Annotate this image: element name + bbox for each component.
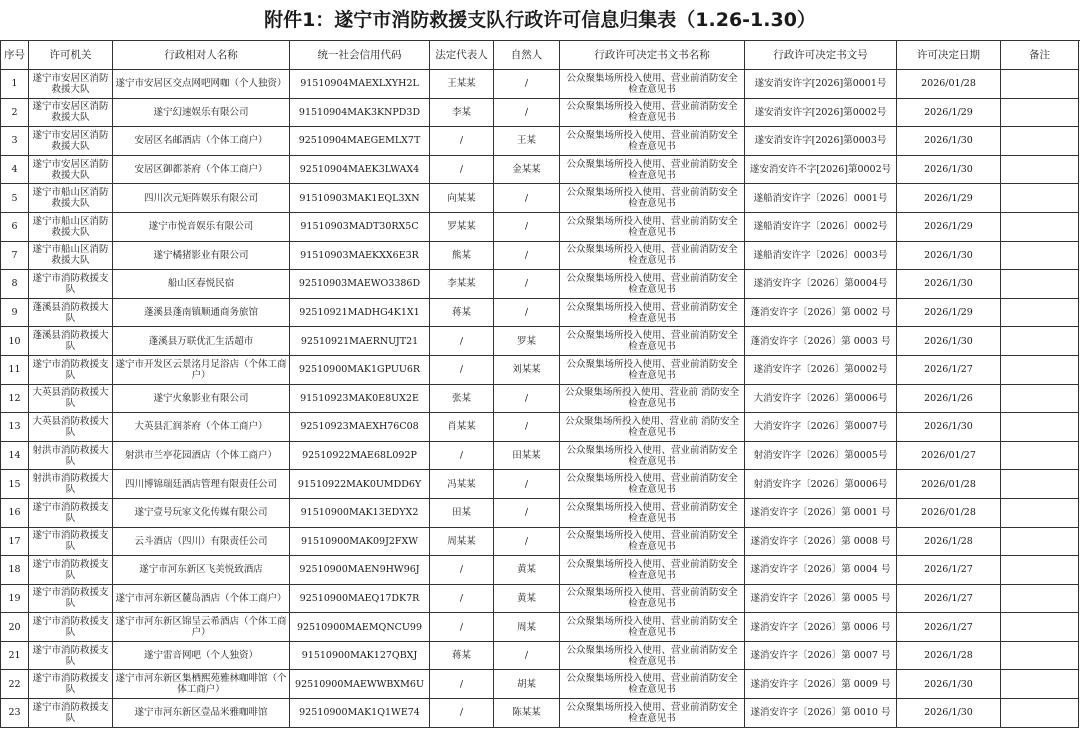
cell-doc-name: 公众聚集场所投入使用、营业前消防安全检查意见书: [560, 70, 745, 99]
cell-credit-code: 92510921MADHG4K1X1: [290, 298, 430, 327]
cell-natural-person: 胡某: [494, 670, 560, 699]
cell-authority: 遂宁市消防救援支队: [29, 527, 113, 556]
cell-counterparty: 四川次元矩阵娱乐有限公司: [113, 184, 290, 213]
cell-note: [1001, 184, 1079, 213]
cell-credit-code: 92510904MAEK3LWAX4: [290, 155, 430, 184]
cell-legal-rep: /: [430, 155, 494, 184]
cell-legal-rep: 李某某: [430, 270, 494, 299]
cell-authority: 蓬溪县消防救援大队: [29, 298, 113, 327]
cell-doc-no: 射消安许字〔2026〕第0005号: [745, 441, 897, 470]
cell-note: [1001, 641, 1079, 670]
cell-doc-name: 公众聚集场所投入使用、营业前消防安全检查意见书: [560, 699, 745, 728]
cell-counterparty: 遂宁市开发区云景洺月足浴店（个体工商户）: [113, 355, 290, 384]
cell-date: 2026/01/27: [897, 441, 1001, 470]
cell-authority: 射洪市消防救援大队: [29, 441, 113, 470]
cell-credit-code: 91510904MAK3KNPD3D: [290, 98, 430, 127]
cell-doc-name: 公众聚集场所投入使用、营业前消防安全检查意见书: [560, 470, 745, 499]
cell-legal-rep: 王某某: [430, 70, 494, 99]
cell-seq: 11: [1, 355, 29, 384]
cell-doc-name: 公众聚集场所投入使用、营业前消防安全检查意见书: [560, 270, 745, 299]
cell-authority: 遂宁市消防救援支队: [29, 270, 113, 299]
cell-seq: 9: [1, 298, 29, 327]
cell-doc-name: 公众聚集场所投入使用、营业前消防安全检查意见书: [560, 498, 745, 527]
cell-doc-name: 公众聚集场所投入使用、营业前消防安全检查意见书: [560, 155, 745, 184]
cell-seq: 7: [1, 241, 29, 270]
cell-note: [1001, 155, 1079, 184]
cell-seq: 18: [1, 556, 29, 585]
cell-note: [1001, 498, 1079, 527]
cell-date: 2026/1/29: [897, 212, 1001, 241]
cell-natural-person: /: [494, 98, 560, 127]
cell-natural-person: 刘某某: [494, 355, 560, 384]
cell-authority: 大英县消防救援大队: [29, 384, 113, 413]
table-row: [1, 212, 1079, 241]
cell-credit-code: 92510900MAEWWBXM6U: [290, 670, 430, 699]
table-row: [1, 70, 1079, 99]
cell-legal-rep: /: [430, 556, 494, 585]
cell-natural-person: 罗某: [494, 327, 560, 356]
cell-counterparty: 遂宁市河东新区锦呈云希酒店（个体工商户）: [113, 613, 290, 642]
header-doc-name: 行政许可决定书文书名称: [560, 41, 745, 70]
table-row: [1, 384, 1079, 413]
cell-counterparty: 遂宁壹号玩家文化传媒有限公司: [113, 498, 290, 527]
cell-seq: 3: [1, 127, 29, 156]
cell-date: 2026/1/27: [897, 584, 1001, 613]
cell-authority: 遂宁市安居区消防救援大队: [29, 70, 113, 99]
table-row: [1, 413, 1079, 442]
cell-natural-person: 黄某: [494, 556, 560, 585]
cell-doc-name: 公众聚集场所投入使用、营业前 消防安全检查意见书: [560, 384, 745, 413]
cell-date: 2026/1/30: [897, 155, 1001, 184]
cell-doc-name: 公众聚集场所投入使用、营业前消防安全检查意见书: [560, 127, 745, 156]
cell-doc-no: 遂安消安许不字[2026]第0002号: [745, 155, 897, 184]
cell-counterparty: 遂宁市河东新区麓岛酒店（个体工商户）: [113, 584, 290, 613]
cell-seq: 6: [1, 212, 29, 241]
cell-legal-rep: 罗某某: [430, 212, 494, 241]
cell-doc-name: 公众聚集场所投入使用、营业前消防安全检查意见书: [560, 527, 745, 556]
cell-date: 2026/1/30: [897, 327, 1001, 356]
cell-authority: 遂宁市消防救援支队: [29, 355, 113, 384]
cell-credit-code: 92510900MAK1GPUU6R: [290, 355, 430, 384]
cell-date: 2026/01/28: [897, 470, 1001, 499]
cell-date: 2026/1/29: [897, 184, 1001, 213]
cell-doc-no: 蓬消安许字〔2026〕第 0002 号: [745, 298, 897, 327]
cell-date: 2026/01/28: [897, 70, 1001, 99]
cell-credit-code: 91510904MAEXLXYH2L: [290, 70, 430, 99]
cell-date: 2026/1/27: [897, 556, 1001, 585]
cell-doc-name: 公众聚集场所投入使用、营业前消防安全检查意见书: [560, 212, 745, 241]
table-row: [1, 670, 1079, 699]
cell-doc-no: 遂安消安许字[2026]第0002号: [745, 98, 897, 127]
table-row: [1, 556, 1079, 585]
header-note: 备注: [1001, 41, 1079, 70]
cell-credit-code: 92510923MAEXH76C08: [290, 413, 430, 442]
cell-credit-code: 92510922MAE68L092P: [290, 441, 430, 470]
cell-date: 2026/1/29: [897, 98, 1001, 127]
cell-doc-no: 遂消安许字〔2026〕第 0010 号: [745, 699, 897, 728]
cell-authority: 遂宁市消防救援支队: [29, 670, 113, 699]
cell-date: 2026/1/30: [897, 127, 1001, 156]
cell-doc-no: 大消安许字〔2026〕第0006号: [745, 384, 897, 413]
cell-seq: 22: [1, 670, 29, 699]
cell-natural-person: /: [494, 413, 560, 442]
cell-doc-no: 遂消安许字〔2026〕第 0008 号: [745, 527, 897, 556]
cell-doc-name: 公众聚集场所投入使用、营业前消防安全检查意见书: [560, 298, 745, 327]
header-date: 许可决定日期: [897, 41, 1001, 70]
cell-doc-no: 遂消安许字〔2026〕第 0009 号: [745, 670, 897, 699]
cell-legal-rep: /: [430, 613, 494, 642]
cell-credit-code: 92510900MAEQ17DK7R: [290, 584, 430, 613]
cell-date: 2026/1/30: [897, 413, 1001, 442]
cell-note: [1001, 441, 1079, 470]
cell-counterparty: 遂宁市悦音娱乐有限公司: [113, 212, 290, 241]
cell-counterparty: 遂宁雷音网吧（个人独资）: [113, 641, 290, 670]
cell-legal-rep: /: [430, 584, 494, 613]
cell-date: 2026/1/30: [897, 270, 1001, 299]
cell-credit-code: 91510900MAK127QBXJ: [290, 641, 430, 670]
table-row: [1, 584, 1079, 613]
cell-doc-no: 遂船消安许字〔2026〕0001号: [745, 184, 897, 213]
cell-natural-person: /: [494, 298, 560, 327]
header-natural-person: 自然人: [494, 41, 560, 70]
table-row: [1, 184, 1079, 213]
cell-authority: 遂宁市消防救援支队: [29, 556, 113, 585]
cell-date: 2026/1/30: [897, 241, 1001, 270]
cell-legal-rep: 蒋某: [430, 641, 494, 670]
cell-authority: 遂宁市安居区消防救援大队: [29, 127, 113, 156]
cell-counterparty: 蓬溪县万联优汇生活超市: [113, 327, 290, 356]
cell-counterparty: 遂宁火象影业有限公司: [113, 384, 290, 413]
cell-seq: 12: [1, 384, 29, 413]
table-row: [1, 127, 1079, 156]
cell-authority: 蓬溪县消防救援大队: [29, 327, 113, 356]
cell-credit-code: 92510904MAEGEMLX7T: [290, 127, 430, 156]
cell-authority: 遂宁市安居区消防救援大队: [29, 98, 113, 127]
cell-natural-person: 金某某: [494, 155, 560, 184]
cell-authority: 遂宁市消防救援支队: [29, 641, 113, 670]
cell-authority: 遂宁市消防救援支队: [29, 498, 113, 527]
cell-doc-no: 射消安许字〔2026〕第0006号: [745, 470, 897, 499]
cell-natural-person: 周某: [494, 613, 560, 642]
table-row: [1, 441, 1079, 470]
cell-doc-no: 遂消安许字〔2026〕第0002号: [745, 355, 897, 384]
cell-natural-person: /: [494, 241, 560, 270]
cell-doc-no: 遂消安许字〔2026〕第 0007 号: [745, 641, 897, 670]
header-seq: 序号: [1, 41, 29, 70]
permit-table: [0, 40, 1079, 728]
cell-note: [1001, 527, 1079, 556]
table-row: [1, 98, 1079, 127]
cell-doc-name: 公众聚集场所投入使用、营业前消防安全检查意见书: [560, 327, 745, 356]
cell-date: 2026/1/29: [897, 298, 1001, 327]
cell-note: [1001, 212, 1079, 241]
cell-legal-rep: /: [430, 327, 494, 356]
cell-authority: 射洪市消防救援大队: [29, 470, 113, 499]
cell-counterparty: 船山区春悦民宿: [113, 270, 290, 299]
cell-doc-no: 遂消安许字〔2026〕第 0001 号: [745, 498, 897, 527]
cell-authority: 遂宁市消防救援支队: [29, 699, 113, 728]
cell-counterparty: 四川博锦瑞廷酒店管理有限责任公司: [113, 470, 290, 499]
cell-legal-rep: 田某: [430, 498, 494, 527]
cell-doc-no: 蓬消安许字〔2026〕第 0003 号: [745, 327, 897, 356]
cell-note: [1001, 670, 1079, 699]
cell-counterparty: 遂宁市安居区交点网吧网咖（个人独资）: [113, 70, 290, 99]
cell-note: [1001, 470, 1079, 499]
cell-date: 2026/1/26: [897, 384, 1001, 413]
cell-doc-name: 公众聚集场所投入使用、营业前消防安全检查意见书: [560, 184, 745, 213]
cell-credit-code: 91510900MAK09J2FXW: [290, 527, 430, 556]
cell-doc-no: 大消安许字〔2026〕第0007号: [745, 413, 897, 442]
cell-seq: 20: [1, 613, 29, 642]
cell-credit-code: 92510900MAEMQNCU99: [290, 613, 430, 642]
cell-natural-person: 田某某: [494, 441, 560, 470]
cell-authority: 遂宁市船山区消防救援大队: [29, 212, 113, 241]
cell-seq: 10: [1, 327, 29, 356]
cell-credit-code: 91510923MAK0E8UX2E: [290, 384, 430, 413]
cell-credit-code: 92510921MAERNUJT21: [290, 327, 430, 356]
cell-note: [1001, 70, 1079, 99]
cell-note: [1001, 699, 1079, 728]
cell-authority: 大英县消防救援大队: [29, 413, 113, 442]
cell-doc-name: 公众聚集场所投入使用、营业前消防安全检查意见书: [560, 441, 745, 470]
cell-note: [1001, 413, 1079, 442]
cell-natural-person: /: [494, 527, 560, 556]
cell-seq: 4: [1, 155, 29, 184]
cell-authority: 遂宁市消防救援支队: [29, 584, 113, 613]
cell-legal-rep: /: [430, 699, 494, 728]
header-authority: 许可机关: [29, 41, 113, 70]
cell-note: [1001, 270, 1079, 299]
cell-seq: 8: [1, 270, 29, 299]
cell-date: 2026/1/30: [897, 699, 1001, 728]
cell-doc-no: 遂安消安许字[2026]第0003号: [745, 127, 897, 156]
permit-table-wrapper: [0, 40, 1079, 728]
cell-credit-code: 92510900MAK1Q1WE74: [290, 699, 430, 728]
cell-credit-code: 91510900MAK13EDYX2: [290, 498, 430, 527]
cell-note: [1001, 98, 1079, 127]
cell-counterparty: 蓬溪县蓬南镇顺通商务旅馆: [113, 298, 290, 327]
cell-note: [1001, 556, 1079, 585]
cell-doc-no: 遂船消安许字〔2026〕0002号: [745, 212, 897, 241]
cell-authority: 遂宁市船山区消防救援大队: [29, 184, 113, 213]
cell-counterparty: 安居区名邮酒店（个体工商户）: [113, 127, 290, 156]
cell-doc-no: 遂消安许字〔2026〕第 0004 号: [745, 556, 897, 585]
cell-doc-no: 遂消安许字〔2026〕第 0005 号: [745, 584, 897, 613]
table-row: [1, 699, 1079, 728]
cell-seq: 19: [1, 584, 29, 613]
cell-note: [1001, 584, 1079, 613]
cell-seq: 2: [1, 98, 29, 127]
cell-doc-name: 公众聚集场所投入使用、营业前消防安全检查意见书: [560, 241, 745, 270]
cell-natural-person: /: [494, 384, 560, 413]
cell-legal-rep: 张某: [430, 384, 494, 413]
cell-counterparty: 遂宁市河东新区飞美悦致酒店: [113, 556, 290, 585]
cell-counterparty: 射洪市兰亭花园酒店（个体工商户）: [113, 441, 290, 470]
cell-legal-rep: /: [430, 670, 494, 699]
cell-natural-person: 王某: [494, 127, 560, 156]
cell-doc-no: 遂船消安许字〔2026〕0003号: [745, 241, 897, 270]
table-row: [1, 155, 1079, 184]
table-row: [1, 241, 1079, 270]
cell-seq: 1: [1, 70, 29, 99]
cell-doc-name: 公众聚集场所投入使用、营业前消防安全检查意见书: [560, 641, 745, 670]
cell-seq: 13: [1, 413, 29, 442]
cell-counterparty: 遂宁幻速娱乐有限公司: [113, 98, 290, 127]
table-row: [1, 470, 1079, 499]
cell-doc-no: 遂消安许字〔2026〕第 0006 号: [745, 613, 897, 642]
cell-doc-name: 公众聚集场所投入使用、营业前消防安全检查意见书: [560, 584, 745, 613]
cell-natural-person: /: [494, 641, 560, 670]
cell-credit-code: 91510903MAEKXX6E3R: [290, 241, 430, 270]
cell-note: [1001, 384, 1079, 413]
cell-note: [1001, 298, 1079, 327]
table-row: [1, 613, 1079, 642]
cell-seq: 16: [1, 498, 29, 527]
header-credit-code: 统一社会信用代码: [290, 41, 430, 70]
cell-credit-code: 92510900MAEN9HW96J: [290, 556, 430, 585]
header-doc-no: 行政许可决定书文号: [745, 41, 897, 70]
header-counterparty: 行政相对人名称: [113, 41, 290, 70]
table-row: [1, 270, 1079, 299]
cell-date: 2026/1/27: [897, 613, 1001, 642]
cell-doc-name: 公众聚集场所投入使用、营业前消防安全检查意见书: [560, 355, 745, 384]
page-title: 附件1：遂宁市消防救援支队行政许可信息归集表（1.26-1.30）: [0, 0, 1080, 41]
table-row: [1, 355, 1079, 384]
cell-credit-code: 91510922MAK0UMDD6Y: [290, 470, 430, 499]
cell-legal-rep: 李某: [430, 98, 494, 127]
cell-legal-rep: 肖某某: [430, 413, 494, 442]
cell-doc-no: 遂安消安许字[2026]第0001号: [745, 70, 897, 99]
cell-legal-rep: /: [430, 355, 494, 384]
cell-doc-name: 公众聚集场所投入使用、营业前消防安全检查意见书: [560, 613, 745, 642]
cell-seq: 14: [1, 441, 29, 470]
table-body: [1, 70, 1079, 728]
cell-date: 2026/1/27: [897, 355, 1001, 384]
cell-date: 2026/01/28: [897, 498, 1001, 527]
cell-credit-code: 92510903MAEWO3386D: [290, 270, 430, 299]
table-row: [1, 498, 1079, 527]
cell-legal-rep: /: [430, 127, 494, 156]
table-row: [1, 327, 1079, 356]
cell-authority: 遂宁市船山区消防救援大队: [29, 241, 113, 270]
cell-date: 2026/1/28: [897, 527, 1001, 556]
cell-doc-no: 遂消安许字〔2026〕第0004号: [745, 270, 897, 299]
cell-date: 2026/1/28: [897, 641, 1001, 670]
cell-counterparty: 遂宁市河东新区集栖熙苑雅林咖啡馆（个体工商户）: [113, 670, 290, 699]
cell-counterparty: 遂宁市河东新区壹品米雅咖啡馆: [113, 699, 290, 728]
cell-legal-rep: 熊某: [430, 241, 494, 270]
cell-note: [1001, 613, 1079, 642]
cell-seq: 23: [1, 699, 29, 728]
cell-credit-code: 91510903MAK1EQL3XN: [290, 184, 430, 213]
cell-credit-code: 91510903MADT30RX5C: [290, 212, 430, 241]
table-row: [1, 527, 1079, 556]
cell-authority: 遂宁市安居区消防救援大队: [29, 155, 113, 184]
cell-seq: 15: [1, 470, 29, 499]
cell-legal-rep: 向某某: [430, 184, 494, 213]
cell-seq: 21: [1, 641, 29, 670]
cell-date: 2026/1/30: [897, 670, 1001, 699]
cell-natural-person: /: [494, 498, 560, 527]
cell-legal-rep: 蒋某: [430, 298, 494, 327]
cell-counterparty: 安居区御都茶府（个体工商户）: [113, 155, 290, 184]
cell-counterparty: 遂宁橘猪影业有限公司: [113, 241, 290, 270]
cell-seq: 17: [1, 527, 29, 556]
cell-note: [1001, 127, 1079, 156]
cell-note: [1001, 241, 1079, 270]
header-row: [1, 41, 1079, 70]
cell-authority: 遂宁市消防救援支队: [29, 613, 113, 642]
cell-doc-name: 公众聚集场所投入使用、营业前消防安全检查意见书: [560, 670, 745, 699]
cell-legal-rep: /: [430, 441, 494, 470]
header-legal-rep: 法定代表人: [430, 41, 494, 70]
table-row: [1, 641, 1079, 670]
cell-legal-rep: 周某某: [430, 527, 494, 556]
cell-natural-person: /: [494, 212, 560, 241]
cell-doc-name: 公众聚集场所投入使用、营业前 消防安全检查意见书: [560, 413, 745, 442]
cell-counterparty: 云斗酒店（四川）有限责任公司: [113, 527, 290, 556]
cell-natural-person: /: [494, 270, 560, 299]
cell-legal-rep: 冯某某: [430, 470, 494, 499]
cell-natural-person: /: [494, 70, 560, 99]
cell-natural-person: 黄某: [494, 584, 560, 613]
cell-seq: 5: [1, 184, 29, 213]
cell-note: [1001, 355, 1079, 384]
cell-natural-person: 陈某某: [494, 699, 560, 728]
cell-note: [1001, 327, 1079, 356]
cell-doc-name: 公众聚集场所投入使用、营业前消防安全检查意见书: [560, 556, 745, 585]
cell-natural-person: /: [494, 470, 560, 499]
cell-doc-name: 公众聚集场所投入使用、营业前消防安全检查意见书: [560, 98, 745, 127]
cell-natural-person: /: [494, 184, 560, 213]
cell-counterparty: 大英县汇润茶府（个体工商户）: [113, 413, 290, 442]
table-row: [1, 298, 1079, 327]
